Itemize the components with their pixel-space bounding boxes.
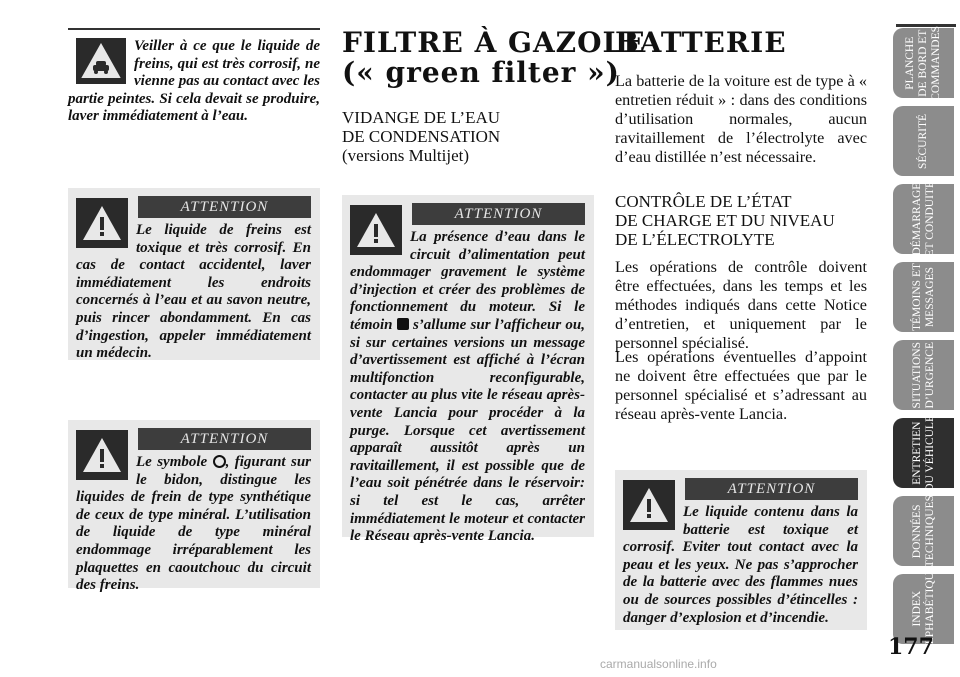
warning-banner: ATTENTION <box>412 203 585 225</box>
tab-temoins[interactable]: TÉMOINS ET MESSAGES <box>893 262 954 332</box>
battery-check-subtitle: CONTRÔLE DE L’ÉTAT DE CHARGE ET DU NIVEAU DE L’ÉLECTROLYTE <box>615 192 835 249</box>
tab-planche-de-bord[interactable]: PLANCHE DE BORD ET COMMANDES <box>893 28 954 98</box>
warning-box-brake-fluid <box>68 188 320 360</box>
water-in-fuel-icon <box>397 318 409 330</box>
synthetic-fluid-icon <box>213 455 226 468</box>
brake-note-box <box>68 32 320 152</box>
brake-note-text: Veiller à ce que le liquide de freins, qui est très corrosif, ne vienne pas au contact avec les partie peintes. Si cela devait se produire, laver immédiatement à l’eau. <box>68 38 320 125</box>
warning-icon <box>623 480 675 530</box>
warning-text: Le liquide contenu dans la batterie est toxique et corrosif. Eviter tout contact avec la peau et les yeux. Ne pas s’approcher de la batterie avec des flammes nues ou de sources possibles d’étincelles : danger d’explosion et d’incendie. <box>623 504 858 626</box>
warning-icon <box>76 430 128 480</box>
tab-donnees-techniques[interactable]: DONNÉES TECHNIQUES <box>893 496 954 566</box>
battery-check-para-2: Les opérations éventuelles d’appoint ne doivent être effectuées que par le personnel spécialisé et s’adressant au réseau après-vente Lancia. <box>615 348 867 423</box>
warning-box-battery <box>615 470 867 630</box>
warning-icon <box>350 205 402 255</box>
tab-index[interactable]: INDEX ALPHABÉTIQUE <box>893 574 954 644</box>
warning-text: Le symbole , figurant sur le bidon, distingue les liquides de frein de type synthétique de ceux de type minéral. L’utilisation de liquide de type minéral endommage irréparablement les plaquettes en caoutchouc du circuit des freins. <box>76 454 311 594</box>
tab-demarrage[interactable]: DÉMARRAGE ET CONDUITE <box>893 184 954 254</box>
warning-box-brake-symbol <box>68 420 320 594</box>
page-number: 177 <box>888 634 934 660</box>
battery-title: BATTERIE <box>615 26 787 59</box>
warning-icon <box>76 198 128 248</box>
tab-entretien[interactable]: ENTRETIEN DU VÉHICULE <box>893 418 954 488</box>
tab-situations-urgence[interactable]: SITUATIONS D’URGENCE <box>893 340 954 410</box>
warning-banner: ATTENTION <box>138 196 311 218</box>
warning-text: La présence d’eau dans le circuit d’alimentation peut endommager gravement le système d’injection et créer des problèmes de fonctionnement du moteur. Si le témoin s’allume sur l’afficheur ou, si sur certaines versions un message d’avertissement est affiché à l’écran multifonction reconfigurable, contacter au plus vite le réseau après-vente Lancia pour procéder à la purge. Lorsque cet avertissement apparaît aussitôt après un ravitaillement, il est possible que de l’eau soit pénétrée dans le réservoir: si tel est le cas, arrêter immédiatement le moteur et contacter le Réseau après-vente Lancia. <box>350 229 585 545</box>
condensation-subtitle: VIDANGE DE L’EAU DE CONDENSATION (versions Multijet) <box>342 108 501 165</box>
warning-banner: ATTENTION <box>138 428 311 450</box>
warning-text: Le liquide de freins est toxique et très corrosif. En cas de contact accidentel, laver immédiatement les endroits concernés à l’eau et au savon neutre, puis rincer abondamment. En cas d’ingestion, appeler immédiatement un médecin. <box>76 222 311 362</box>
fuel-filter-title-2: (« green filter ») <box>342 56 620 89</box>
battery-intro: La batterie de la voiture est de type à « entretien réduit » : dans des conditions d’utilisation normales, aucun ravitaillement de l’électrolyte avec d’eau distillée n’est nécessaire. <box>615 72 867 166</box>
chapter-tabs <box>893 25 954 653</box>
tab-securite[interactable]: SÉCURITÉ <box>893 106 954 176</box>
top-rule <box>68 28 320 30</box>
warning-banner: ATTENTION <box>685 478 858 500</box>
warning-box-water-in-fuel <box>342 195 594 545</box>
car-warning-icon <box>76 38 126 84</box>
fuel-filter-title-1: FILTRE À GAZOLE <box>342 26 646 59</box>
battery-check-para-1: Les opérations de contrôle doivent être effectuées, dans les temps et les méthodes indiqués dans cette Notice d’entretien, et uniquement par le personnel spécialisé. <box>615 258 867 352</box>
watermark: carmanualsonline.info <box>600 657 717 671</box>
